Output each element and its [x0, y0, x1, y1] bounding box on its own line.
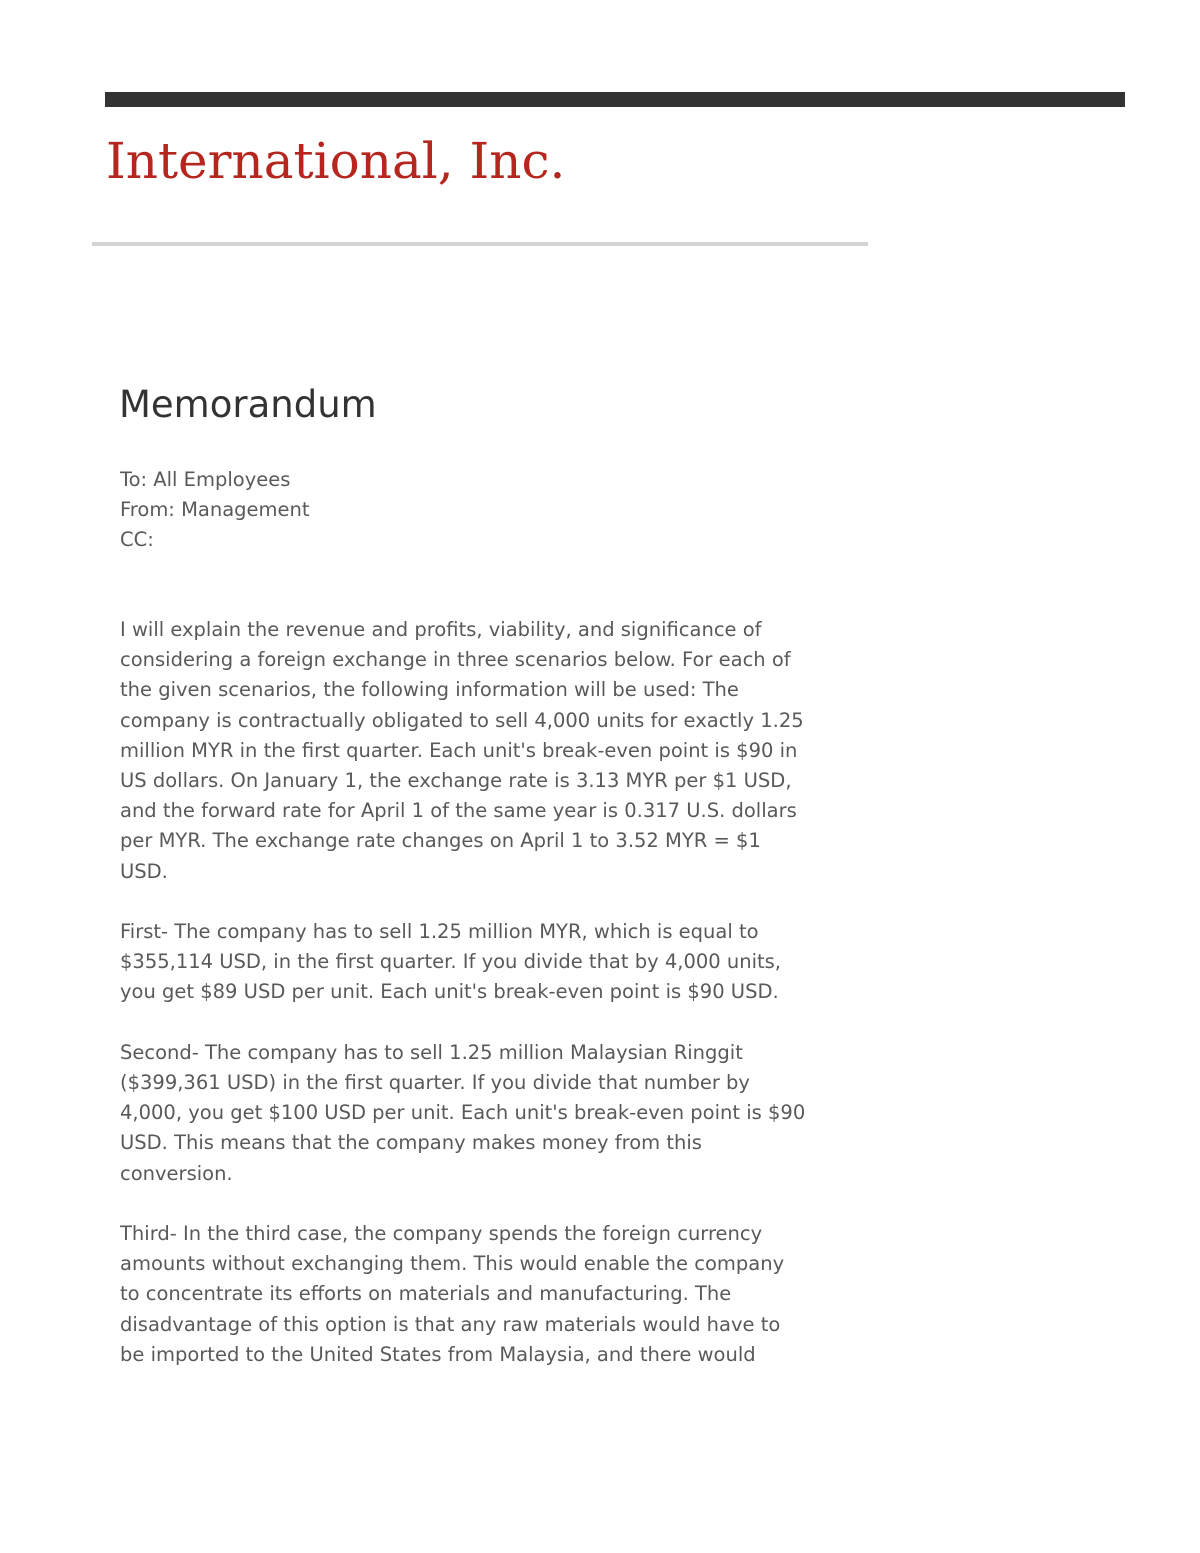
paragraph-line: I will explain the revenue and profits, viability, and significance of	[120, 618, 762, 641]
paragraph-line: be imported to the United States from Malaysia, and there would	[120, 1342, 756, 1366]
header-divider	[92, 242, 868, 246]
paragraph-line: considering a foreign exchange in three scenarios below. For each of	[120, 648, 791, 672]
paragraph-line: per MYR. The exchange rate changes on April 1 to 3.52 MYR = $1	[120, 829, 761, 853]
paragraph-line: disadvantage of this option is that any raw materials would have to	[120, 1312, 781, 1336]
memo-cc-field: CC:	[120, 528, 154, 551]
paragraph-line: US dollars. On January 1, the exchange rate is 3.13 MYR per $1 USD,	[120, 769, 792, 793]
company-name: International, Inc.	[106, 132, 566, 190]
paragraph-line: the given scenarios, the following information will be used: The	[120, 678, 739, 702]
memo-from-field: From: Management	[120, 498, 310, 521]
paragraph-line: ($399,361 USD) in the first quarter. If you divide that number by	[120, 1071, 750, 1095]
first-scenario-paragraph	[120, 917, 890, 1008]
intro-paragraph	[120, 615, 890, 887]
memo-heading: Memorandum	[119, 383, 377, 426]
memo-to-field: To: All Employees	[120, 468, 291, 491]
memo-fields	[120, 465, 310, 555]
memo-body	[120, 615, 890, 1400]
paragraph-line: Third- In the third case, the company spends the foreign currency	[120, 1222, 763, 1246]
paragraph-line: million MYR in the first quarter. Each unit's break-even point is $90 in	[120, 738, 798, 762]
paragraph-line: Second- The company has to sell 1.25 million Malaysian Ringgit	[120, 1040, 743, 1064]
paragraph-line: to concentrate its efforts on materials and manufacturing. The	[120, 1282, 732, 1306]
paragraph-line: First- The company has to sell 1.25 million MYR, which is equal to	[120, 920, 759, 944]
paragraph-line: conversion.	[120, 1161, 233, 1185]
paragraph-line: company is contractually obligated to sell 4,000 units for exactly 1.25	[120, 708, 804, 732]
header-top-bar	[105, 92, 1125, 107]
paragraph-line: USD. This means that the company makes money from this	[120, 1131, 702, 1155]
paragraph-line: USD.	[120, 859, 168, 883]
paragraph-line: 4,000, you get $100 USD per unit. Each unit's break-even point is $90	[120, 1101, 806, 1125]
paragraph-line: you get $89 USD per unit. Each unit's break-even point is $90 USD.	[120, 980, 779, 1004]
third-scenario-paragraph	[120, 1219, 890, 1370]
paragraph-line: amounts without exchanging them. This would enable the company	[120, 1252, 785, 1276]
second-scenario-paragraph	[120, 1038, 890, 1189]
paragraph-line: and the forward rate for April 1 of the same year is 0.317 U.S. dollars	[120, 799, 797, 823]
paragraph-line: $355,114 USD, in the first quarter. If you divide that by 4,000 units,	[120, 950, 782, 974]
